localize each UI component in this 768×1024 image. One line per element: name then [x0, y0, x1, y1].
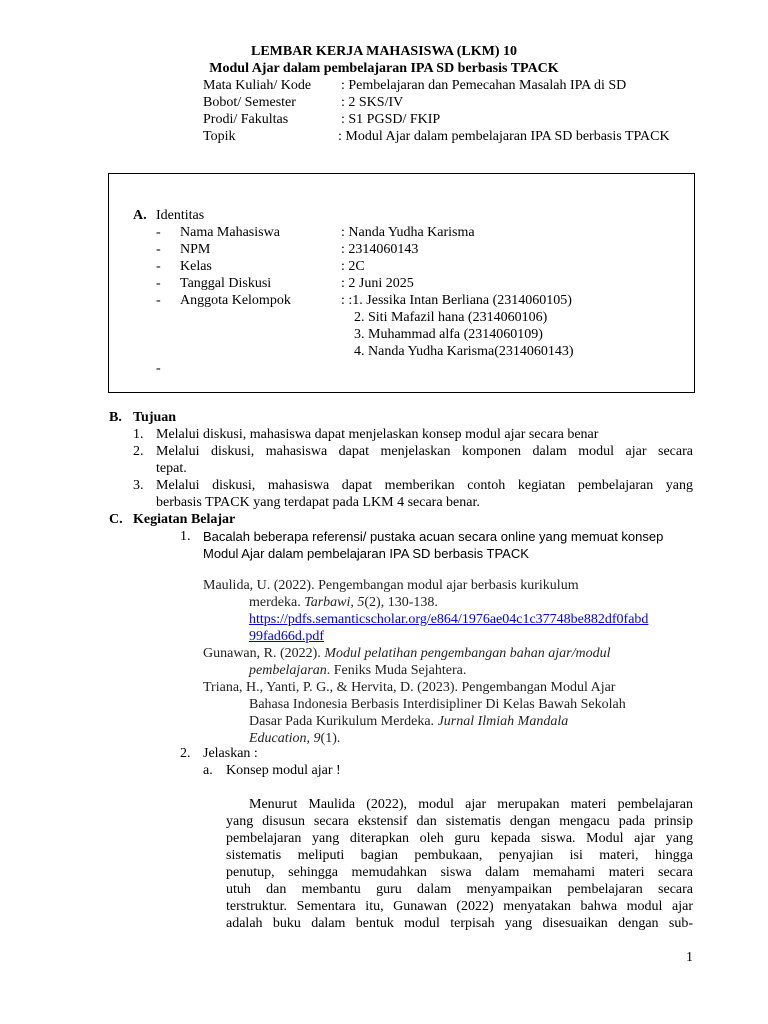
reference-item: Maulida, U. (2022). Pengembangan modul ajar berbasis kurikulum — [203, 578, 579, 593]
identitas-dash: - — [156, 259, 161, 274]
member-item: 4. Nanda Yudha Karisma(2314060143) — [354, 344, 574, 359]
paragraph-line: yang disusun secara ekstensif dan sistematis dengan mengacu pada prinsip — [226, 814, 693, 829]
tujuan-item-text: Melalui diskusi, mahasiswa dapat menjelaskan konsep modul ajar secara benar — [156, 427, 599, 442]
identitas-value-anggota: : :1. Jessika Intan Berliana (2314060105) — [341, 293, 572, 308]
identitas-dash: - — [156, 225, 161, 240]
reference-item — [203, 645, 611, 662]
paragraph-line: sistematis meliputi bagian pembukaan, penyajian isi materi, hingga — [226, 848, 693, 863]
header-value-mata-kuliah: : Pembelajaran dan Pemecahan Masalah IPA di SD — [341, 78, 627, 93]
tujuan-item-number: 3. — [133, 478, 144, 493]
identitas-value-nama: : Nanda Yudha Karisma — [341, 225, 475, 240]
reference-item-cont — [249, 713, 568, 730]
paragraph-line: penutup, sehingga memudahkan siswa dalam memahami materi secara — [226, 865, 693, 880]
reference-journal: Education — [249, 731, 307, 746]
reference-item-cont — [249, 594, 438, 611]
identitas-trailing-dash: - — [156, 361, 161, 376]
identitas-label-nama: Nama Mahasiswa — [180, 225, 280, 240]
header-label-topik: Topik — [203, 129, 236, 144]
reference-item: Triana, H., Yanti, P. G., & Hervita, D. (2023). Pengembangan Modul Ajar — [203, 680, 616, 695]
identitas-value-npm: : 2314060143 — [341, 242, 419, 257]
reference-volume: 5 — [357, 595, 365, 610]
tujuan-item-text-cont: berbasis TPACK yang terdapat pada LKM 4 secara benar. — [156, 495, 480, 510]
identitas-value-kelas: : 2C — [341, 259, 365, 274]
tujuan-heading: Tujuan — [133, 410, 177, 425]
reference-text: (2), 130-138. — [364, 595, 438, 610]
reference-text: , — [350, 595, 358, 610]
kegiatan-step-number: 2. — [180, 746, 191, 761]
reference-journal: Jurnal Ilmiah Mandala — [437, 714, 569, 729]
reference-title: Modul pelatihan pengembangan bahan ajar/modul — [324, 646, 611, 661]
identitas-label-kelas: Kelas — [180, 259, 212, 274]
tujuan-marker: B. — [109, 410, 122, 425]
header-value-bobot: : 2 SKS/IV — [341, 95, 404, 110]
reference-item-cont — [249, 662, 466, 679]
tujuan-item-number: 1. — [133, 427, 144, 442]
paragraph-line: pembelajaran yang diterapkan oleh guru kepada siswa. Modul ajar yang — [226, 831, 693, 846]
reference-text: (1). — [320, 731, 341, 746]
document-subtitle: Modul Ajar dalam pembelajaran IPA SD berbasis TPACK — [209, 61, 559, 76]
header-label-mata-kuliah: Mata Kuliah/ Kode — [203, 78, 312, 93]
identitas-dash: - — [156, 242, 161, 257]
identitas-label-anggota: Anggota Kelompok — [180, 293, 291, 308]
tujuan-item-number: 2. — [133, 444, 144, 459]
kegiatan-step1-text: Bacalah beberapa referensi/ pustaka acuan secara online yang memuat konsep — [203, 529, 664, 544]
reference-title: pembelajaran — [249, 663, 327, 678]
kegiatan-step2-label: Jelaskan : — [203, 746, 258, 761]
paragraph-line: utuh dan membantu guru dalam menyampaikan pembelajaran secara — [226, 882, 693, 897]
tujuan-item-text: Melalui diskusi, mahasiswa dapat menjelaskan komponen dalam modul ajar secara — [156, 444, 693, 459]
header-label-bobot: Bobot/ Semester — [203, 95, 296, 110]
paragraph-line: terstruktur. Sementara itu, Gunawan (2022) menyatakan bahwa modul ajar — [226, 899, 693, 914]
reference-link-cont[interactable]: 99fad66d.pdf — [249, 629, 325, 644]
kegiatan-marker: C. — [109, 512, 123, 527]
reference-link[interactable]: https://pdfs.semanticscholar.org/e864/1976ae04c1c37748be882df0fabd — [249, 612, 649, 627]
header-value-prodi: : S1 PGSD/ FKIP — [341, 112, 441, 127]
reference-item-cont: Bahasa Indonesia Berbasis Interdisipliner Di Kelas Bawah Sekolah — [249, 697, 626, 712]
reference-journal: Tarbawi — [304, 595, 351, 610]
reference-text: . Feniks Muda Sejahtera. — [326, 663, 467, 678]
kegiatan-sub-marker: a. — [203, 763, 213, 778]
kegiatan-step1-text-cont: Modul Ajar dalam pembelajaran IPA SD berbasis TPACK — [203, 546, 529, 561]
identitas-value-tanggal: : 2 Juni 2025 — [341, 276, 414, 291]
identitas-heading: Identitas — [156, 208, 205, 223]
reference-text: Dasar Pada Kurikulum Merdeka. — [249, 714, 438, 729]
reference-text: merdeka. — [249, 595, 305, 610]
kegiatan-heading: Kegiatan Belajar — [133, 512, 236, 527]
kegiatan-step-number: 1. — [180, 529, 191, 544]
identitas-label-npm: NPM — [180, 242, 211, 257]
identitas-dash: - — [156, 293, 161, 308]
header-value-topik: : Modul Ajar dalam pembelajaran IPA SD berbasis TPACK — [338, 129, 670, 144]
tujuan-item-text-cont: tepat. — [156, 461, 187, 476]
reference-text: , — [306, 731, 314, 746]
kegiatan-sub-label: Konsep modul ajar ! — [226, 763, 341, 778]
paragraph-line: adalah buku dalam bentuk modul terpisah yang disesuaikan dengan sub- — [226, 916, 693, 931]
identitas-label-tanggal: Tanggal Diskusi — [180, 276, 272, 291]
header-label-prodi: Prodi/ Fakultas — [203, 112, 289, 127]
member-item: 3. Muhammad alfa (2314060109) — [354, 327, 543, 342]
tujuan-item-text: Melalui diskusi, mahasiswa dapat memberikan contoh kegiatan pembelajaran yang — [156, 478, 693, 493]
document-title: LEMBAR KERJA MAHASISWA (LKM) 10 — [250, 44, 518, 59]
page-number: 1 — [686, 950, 693, 965]
reference-text: Gunawan, R. (2022). — [203, 646, 325, 661]
identitas-dash: - — [156, 276, 161, 291]
reference-item-cont — [249, 730, 340, 747]
paragraph-line: Menurut Maulida (2022), modul ajar merupakan materi pembelajaran — [249, 797, 693, 812]
member-item: 2. Siti Mafazil hana (2314060106) — [354, 310, 548, 325]
identitas-marker: A. — [133, 208, 147, 223]
reference-volume: 9 — [313, 731, 321, 746]
